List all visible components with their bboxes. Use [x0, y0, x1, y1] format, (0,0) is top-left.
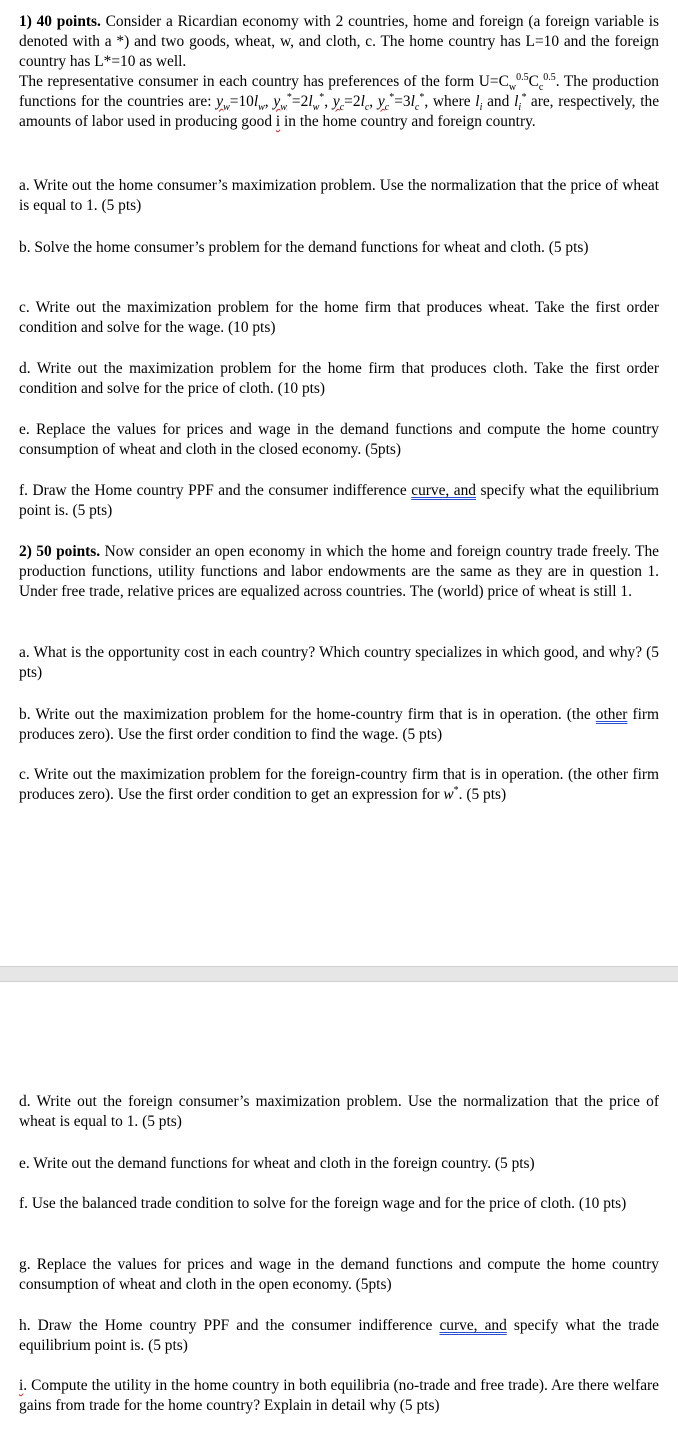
q2-part-i-label: i: [19, 1377, 24, 1394]
prod-yw-star-eq: =2: [291, 93, 309, 110]
prod-yc-star-mark: *: [389, 91, 395, 103]
q2-part-d: d. Write out the foreign consumer’s maximization problem. Use the normalization that the price of wheat is equal to 1. (5 pts): [19, 1093, 659, 1130]
prod-yc-star-eq: =3: [394, 93, 411, 110]
q1-utility-text: The representative consumer in each country has preferences of the form U=C: [19, 73, 509, 90]
q2-part-c-text-1: c. Write out the maximization problem for the foreign-country firm that is in operation. (the other firm produces zero). Use the first order condition to get an expression for: [19, 766, 659, 803]
page-separator: [0, 966, 678, 982]
q2-part-g: g. Replace the values for prices and wage in the demand functions and compute the home country consumption of wheat and cloth in the open economy. (5pts): [19, 1256, 659, 1293]
q1-production-text: . The production functions for the countries are:: [19, 73, 659, 110]
labor-li: $l_i$: [475, 93, 483, 114]
q2-part-i-text: . Compute the utility in the home country in both equilibria (no-trade and free trade). Are there welfare gains from trade for the home country? Explain in detail why (5 pts): [19, 1377, 659, 1414]
q1-and-text: and: [482, 93, 515, 110]
q1-part-f: [19, 481, 659, 521]
utility-cc-sub: c: [538, 82, 544, 94]
q2-header: 2) 50 points.: [19, 543, 101, 560]
q1-intro: 1) 40 points. Consider a Ricardian economy with 2 countries, home and foreign (a foreign variable is denoted with a *) and two goods, wheat, w, and cloth, c. The home country has L=10 and the foreign country has L*=10 as well. The representative consumer in each country has preferences of the form $U=C_w^{0.5}C_c^{0.5}$. The production functions for the countries are: $y_w=10l_w$, $y_w^*=2l_w^*$, $y_c=2l_c$, $y_c^*=3l_c^*$, where $l_i$ and $l_i^*$ are, respectively, the amounts of labor used in producing good i in the home country and foreign country.: [19, 13, 660, 130]
good-i: i: [275, 113, 281, 130]
q1-part-f-grammar-flag: curve, and: [411, 482, 476, 499]
utility-cc-exp: 0.5: [543, 71, 556, 83]
q1-part-c: c. Write out the maximization problem for the home firm that produces wheat. Take the first order condition and solve for the wage. (10 pts): [19, 299, 659, 336]
utility-cw-exp: 0.5: [516, 71, 529, 83]
q1-country-text: in the home country and foreign country.: [280, 113, 536, 130]
prod-lw-star: $l_w$: [308, 93, 320, 114]
q2-part-b-text-2: firm produces zero). Use the first order condition to find the wage. (5 pts): [19, 706, 659, 743]
utility-cw-sub: w: [508, 82, 517, 94]
prod-yw: $y_w$: [216, 93, 230, 114]
q2-intro-text: Now consider an open economy in which the home and foreign country trade freely. The production functions, utility functions and labor endowments are the same as they are in question 1. Under free trade, relative prices are equalized across countries. The (world) price of wheat is still 1.: [19, 543, 659, 600]
prod-lw-star-mark: *: [319, 91, 325, 103]
q2-part-b-text-1: b. Write out the maximization problem for the home-country firm that is in operation. (the: [19, 706, 596, 723]
q2-part-h: [19, 1316, 659, 1356]
q1-labor-text: are, respectively, the amounts of labor used in producing good: [19, 93, 660, 130]
prod-yc: $y_c$: [332, 93, 345, 114]
q1-part-f-text-2: specify what the equilibrium point is. (5 pts): [19, 482, 659, 519]
q2-part-i: [19, 1376, 659, 1416]
q2-part-b: [19, 705, 659, 745]
prod-lc-star: $l_c$: [410, 93, 420, 114]
q2-part-f: f. Use the balanced trade condition to solve for the foreign wage and for the price of cloth. (10 pts): [19, 1195, 627, 1212]
q2-part-b-grammar-flag: other: [595, 706, 628, 723]
q1-part-a: a. Write out the home consumer’s maximization problem. Use the normalization that the price of wheat is equal to 1. (5 pts): [19, 177, 659, 214]
q2-part-e: e. Write out the demand functions for wheat and cloth in the foreign country. (5 pts): [19, 1155, 535, 1172]
prod-lc-star-mark: *: [419, 91, 425, 103]
q2-part-h-text-1: h. Draw the Home country PPF and the consumer indifference: [19, 1317, 440, 1334]
document-page-2: [0, 982, 678, 1444]
q2-part-c-text-2: . (5 pts): [458, 786, 507, 803]
q1-header: 1) 40 points.: [19, 13, 101, 30]
prod-yc-star: $y_c$: [377, 93, 390, 114]
q1-where-text: , where: [424, 93, 476, 110]
q1-part-e: e. Replace the values for prices and wage in the demand functions and compute the home country consumption of wheat and cloth in the closed economy. (5pts): [19, 421, 659, 458]
q1-part-f-text-1: f. Draw the Home country PPF and the consumer indifference: [19, 482, 412, 499]
q1-part-d: d. Write out the maximization problem for the home firm that produces cloth. Take the first order condition and solve for the price of cloth. (10 pts): [19, 360, 659, 397]
utility-cc: C: [528, 73, 539, 90]
q2-part-a: a. What is the opportunity cost in each country? Which country specializes in which good, and why? (5 pts): [19, 644, 659, 681]
q2-part-h-text-2: specify what the trade equilibrium point is. (5 pts): [19, 1317, 660, 1354]
q1-part-b: b. Solve the home consumer’s problem for the demand functions for wheat and cloth. (5 pts): [19, 239, 589, 256]
q2-part-c: [19, 765, 659, 805]
q2-part-c-star: *: [453, 784, 459, 796]
q2-intro: [19, 542, 659, 602]
prod-lw: $l_w$: [253, 93, 265, 114]
prod-yw-eq: =10: [229, 93, 254, 110]
prod-lc: $l_c$: [360, 93, 370, 114]
labor-li-star: $l_i^*$: [514, 91, 527, 114]
prod-yw-star: $y_w$: [273, 93, 287, 114]
prod-yc-eq: =2: [344, 93, 361, 110]
q2-part-h-grammar-flag: curve, and: [439, 1317, 507, 1334]
q2-part-c-w: w: [443, 786, 454, 803]
prod-yw-star-mark: *: [286, 91, 292, 103]
q1-intro-text: Consider a Ricardian economy with 2 countries, home and foreign (a foreign variable is denoted with a *) and two goods, wheat, w, and cloth, c. The home country has L=10 and the foreign country has L*=10 as well.: [19, 13, 659, 70]
